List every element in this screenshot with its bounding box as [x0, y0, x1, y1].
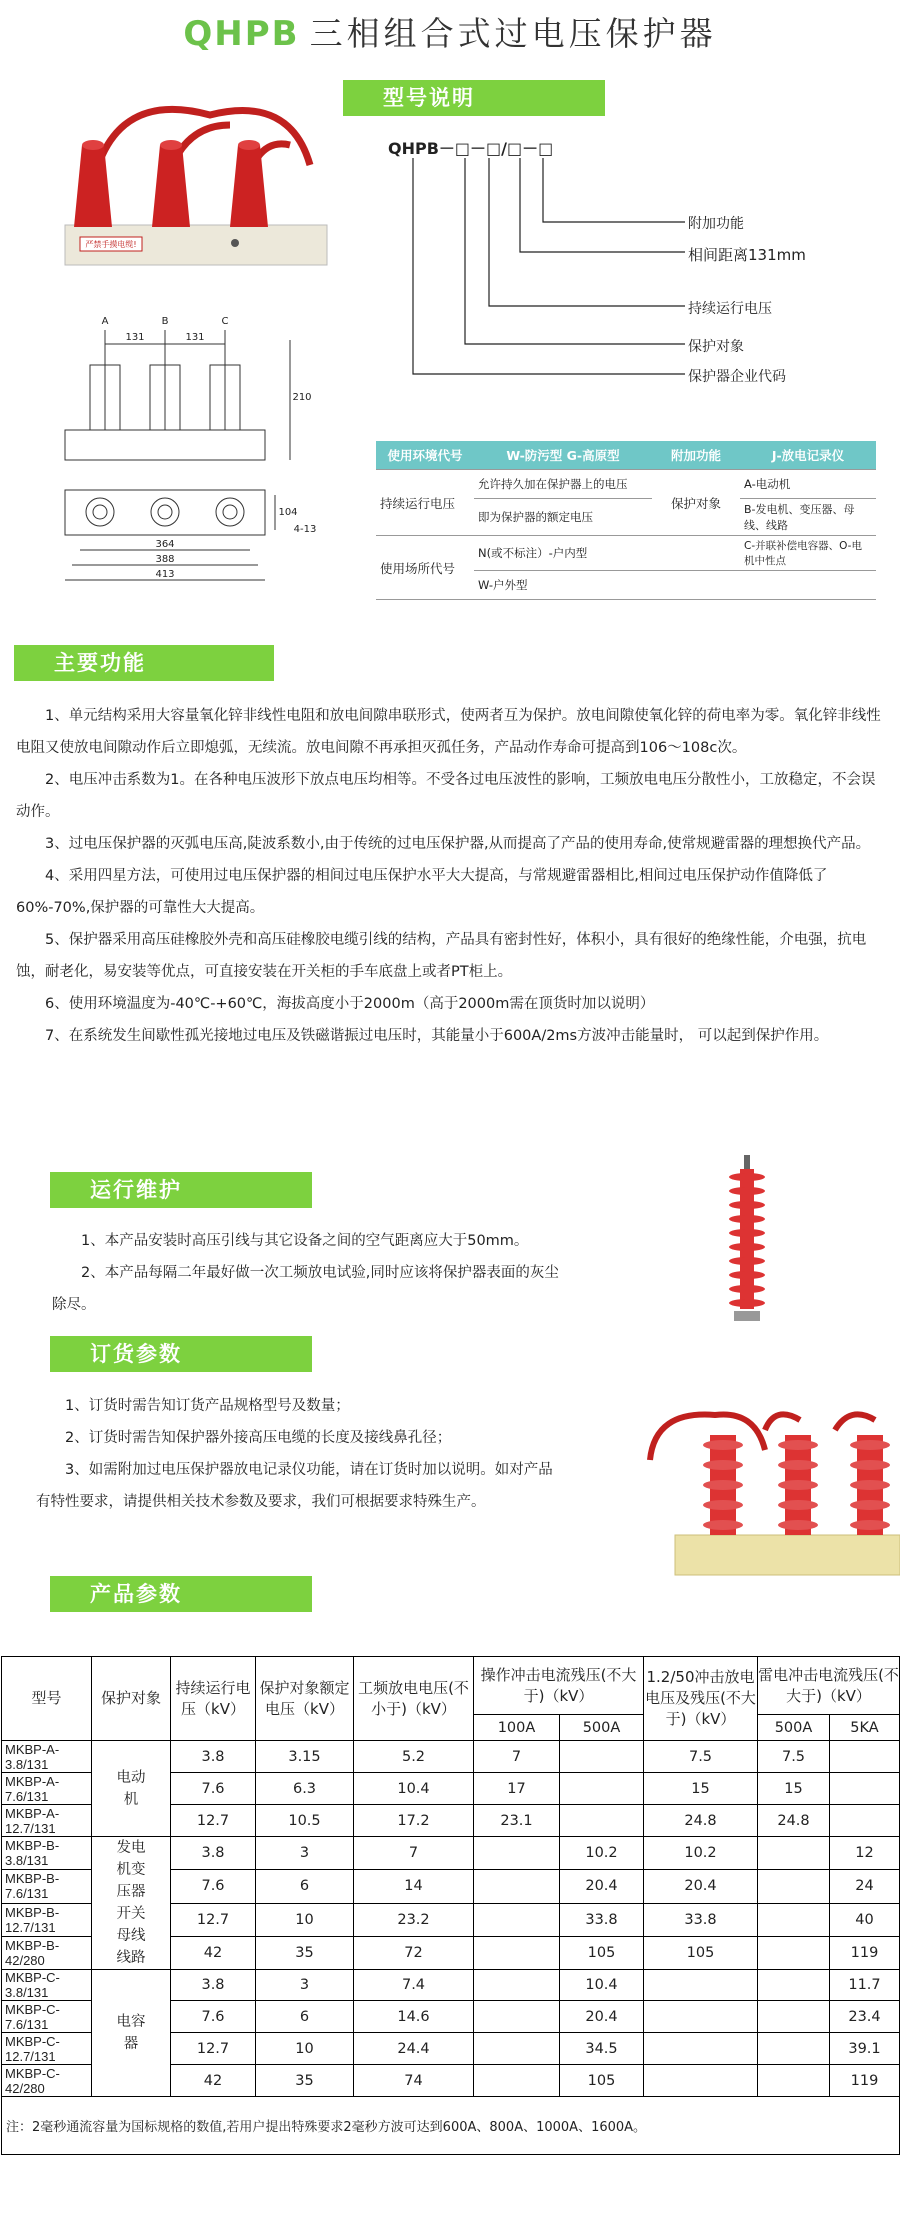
- cell-wave: 15: [644, 1773, 758, 1805]
- cell-rated: 35: [256, 1936, 354, 1969]
- cell-op500: [560, 1741, 644, 1773]
- cell-op100: [474, 2065, 560, 2097]
- model-line-2: 相间距离131mm: [688, 246, 806, 264]
- col-cont: 持续运行电压（kV）: [171, 1657, 256, 1741]
- cell-cont: 7.6: [171, 1870, 256, 1903]
- cell-op500: 10.2: [560, 1837, 644, 1870]
- cell-l500: [758, 1870, 830, 1903]
- function-item: 7、在系统发生间歇性孤光接地过电压及铁磁谐振过电压时，其能量小于600A/2ms方波冲击能量时， 可以起到保护作用。: [45, 1028, 829, 1044]
- spec-place-code: 使用场所代号: [376, 536, 474, 600]
- maintenance-heading: 运行维护: [50, 1172, 312, 1208]
- drawing-label-b: B: [161, 316, 169, 327]
- cell-rated: 6.3: [256, 1773, 354, 1805]
- col-light-5ka: 5KA: [830, 1715, 900, 1741]
- group-a-object: 电动机: [92, 1741, 171, 1837]
- col-rated: 保护对象额定电压（kV）: [256, 1657, 354, 1741]
- cell-model: MKBP-C-42/280: [2, 2065, 92, 2097]
- cell-wave: 33.8: [644, 1903, 758, 1936]
- dim-364: 364: [155, 539, 175, 550]
- cell-freq: 7: [354, 1837, 474, 1870]
- cell-cont: 3.8: [171, 1970, 256, 2001]
- dim-131-b: 131: [185, 332, 205, 343]
- model-connector-lines: [405, 158, 695, 388]
- function-item: 6、使用环境温度为-40℃-+60℃，海拔高度小于2000m（高于2000m需在顶货时加以说明）: [45, 996, 655, 1012]
- cell-op500: 105: [560, 1936, 644, 1969]
- cell-cont: 7.6: [171, 1773, 256, 1805]
- function-item: 4、采用四星方法，可使用过电压保护器的相间过电压保护水平大大提高，与常规避雷器相比,相间过电压保护动作值降低了60%-70%,保护器的可靠性大大提高。: [16, 868, 828, 916]
- group-c-object: 电容器: [92, 1970, 171, 2097]
- model-pattern: QHPB－□－□/□－□: [388, 139, 554, 158]
- product-photo-single: [712, 1155, 782, 1335]
- warning-label: 严禁手摸电缆!: [85, 240, 137, 249]
- cell-l5k: 24: [830, 1870, 900, 1903]
- spec-r1d: A-电动机: [740, 470, 876, 499]
- model-heading: 型号说明: [343, 80, 605, 116]
- spec-head-rec: J-放电记录仪: [740, 441, 876, 470]
- cell-l500: [758, 2001, 830, 2033]
- title-code: QHPB: [183, 14, 300, 54]
- cell-rated: 6: [256, 2001, 354, 2033]
- cell-cont: 3.8: [171, 1741, 256, 1773]
- model-line-1: 附加功能: [688, 216, 744, 232]
- cell-op100: [474, 1903, 560, 1936]
- spec-r2d: B-发电机、变压器、母线、线路: [740, 499, 876, 536]
- cell-l500: 24.8: [758, 1805, 830, 1837]
- params-table: [1, 1656, 900, 2155]
- title-text: 三相组合式过电压保护器: [309, 14, 717, 53]
- cell-model: MKBP-B-7.6/131: [2, 1870, 92, 1903]
- col-op: 操作冲击电流残压(不大于)（kV）: [474, 1657, 644, 1715]
- cell-freq: 24.4: [354, 2033, 474, 2065]
- cell-l5k: 39.1: [830, 2033, 900, 2065]
- cell-wave: [644, 1970, 758, 2001]
- cell-wave: [644, 2001, 758, 2033]
- cell-l5k: 119: [830, 2065, 900, 2097]
- model-line-5: 保护器企业代码: [688, 369, 786, 385]
- cell-op100: [474, 2033, 560, 2065]
- cell-rated: 3.15: [256, 1741, 354, 1773]
- cell-cont: 7.6: [171, 2001, 256, 2033]
- cell-freq: 7.4: [354, 1970, 474, 2001]
- cell-rated: 3: [256, 1970, 354, 2001]
- col-wave: 1.2/50冲击放电电压及残压(不大于)（kV）: [644, 1657, 758, 1741]
- ordering-item: 1、订货时需告知订货产品规格型号及数量；: [65, 1398, 350, 1414]
- group-b-object: 发电机变压器开关母线线路: [92, 1837, 171, 1970]
- cell-l500: [758, 1936, 830, 1969]
- col-model: 型号: [2, 1657, 92, 1741]
- dim-131-a: 131: [125, 332, 145, 343]
- col-object: 保护对象: [92, 1657, 171, 1741]
- cell-op100: [474, 2001, 560, 2033]
- cell-cont: 42: [171, 1936, 256, 1969]
- spec-r3d: C-并联补偿电容器、O-电机中性点: [740, 536, 876, 571]
- spec-head-func: 附加功能: [652, 441, 740, 470]
- cell-op500: 20.4: [560, 2001, 644, 2033]
- col-op-100a: 100A: [474, 1715, 560, 1741]
- cell-op500: 10.4: [560, 1970, 644, 2001]
- cell-model: MKBP-C-12.7/131: [2, 2033, 92, 2065]
- cell-freq: 17.2: [354, 1805, 474, 1837]
- drawing-label-c: C: [221, 316, 229, 327]
- cell-l5k: [830, 1805, 900, 1837]
- cell-cont: 3.8: [171, 1837, 256, 1870]
- cell-rated: 10.5: [256, 1805, 354, 1837]
- col-freq: 工频放电电压(不小于)（kV）: [354, 1657, 474, 1741]
- col-light: 雷电冲击电流残压(不大于)（kV）: [758, 1657, 900, 1715]
- cell-op500: 105: [560, 2065, 644, 2097]
- cell-op500: 33.8: [560, 1903, 644, 1936]
- maintenance-item: 1、本产品安装时高压引线与其它设备之间的空气距离应大于50mm。: [81, 1233, 529, 1249]
- cell-l500: 15: [758, 1773, 830, 1805]
- spec-table: [376, 441, 876, 600]
- cell-l5k: 23.4: [830, 2001, 900, 2033]
- table-row: [2, 1741, 900, 1773]
- cell-op100: [474, 1837, 560, 1870]
- technical-drawing: [50, 300, 350, 595]
- cell-l500: 7.5: [758, 1741, 830, 1773]
- model-line-4: 保护对象: [688, 339, 744, 355]
- spec-r1b: 允许持久加在保护器上的电压: [474, 470, 652, 499]
- dim-388: 388: [155, 554, 175, 565]
- cell-op500: [560, 1773, 644, 1805]
- dim-4-13: 4-13: [293, 524, 317, 535]
- cell-rated: 6: [256, 1870, 354, 1903]
- drawing-label-a: A: [101, 316, 109, 327]
- cell-freq: 72: [354, 1936, 474, 1969]
- spec-object: 保护对象: [652, 470, 740, 536]
- cell-wave: [644, 2033, 758, 2065]
- dim-413: 413: [155, 569, 175, 580]
- cell-model: MKBP-C-3.8/131: [2, 1970, 92, 2001]
- col-light-500a: 500A: [758, 1715, 830, 1741]
- params-heading: 产品参数: [50, 1576, 312, 1612]
- cell-model: MKBP-B-3.8/131: [2, 1837, 92, 1870]
- functions-heading: 主要功能: [14, 645, 274, 681]
- ordering-heading: 订货参数: [50, 1336, 312, 1372]
- cell-wave: 105: [644, 1936, 758, 1969]
- product-photo-main: [60, 85, 330, 275]
- cell-wave: 20.4: [644, 1870, 758, 1903]
- table-row: [2, 1837, 900, 1870]
- cell-l5k: 119: [830, 1936, 900, 1969]
- functions-text: [16, 700, 888, 1052]
- cell-l5k: [830, 1741, 900, 1773]
- ordering-text: [36, 1390, 556, 1518]
- cell-op100: [474, 1870, 560, 1903]
- spec-r2b: 即为保护器的额定电压: [474, 499, 652, 536]
- cell-freq: 23.2: [354, 1903, 474, 1936]
- cell-op500: 20.4: [560, 1870, 644, 1903]
- cell-wave: 24.8: [644, 1805, 758, 1837]
- cell-rated: 10: [256, 1903, 354, 1936]
- cell-cont: 42: [171, 2065, 256, 2097]
- cell-freq: 14: [354, 1870, 474, 1903]
- cell-model: MKBP-C-7.6/131: [2, 2001, 92, 2033]
- col-op-500a: 500A: [560, 1715, 644, 1741]
- maintenance-text: [52, 1225, 572, 1321]
- spec-r3b: N(或不标注）-户内型: [474, 536, 652, 571]
- cell-l5k: 11.7: [830, 1970, 900, 2001]
- cell-wave: [644, 2065, 758, 2097]
- cell-freq: 74: [354, 2065, 474, 2097]
- cell-cont: 12.7: [171, 1805, 256, 1837]
- cell-cont: 12.7: [171, 1903, 256, 1936]
- cell-model: MKBP-B-12.7/131: [2, 1903, 92, 1936]
- cell-l5k: [830, 1773, 900, 1805]
- cell-model: MKBP-A-12.7/131: [2, 1805, 92, 1837]
- dim-104: 104: [278, 507, 298, 518]
- table-row: [2, 1970, 900, 2001]
- params-note: 注：2毫秒通流容量为国标规格的数值,若用户提出特殊要求2毫秒方波可达到600A、800A、1000A、1600A。: [2, 2097, 900, 2155]
- cell-model: MKBP-A-7.6/131: [2, 1773, 92, 1805]
- function-item: 5、保护器采用高压硅橡胶外壳和高压硅橡胶电缆引线的结构，产品具有密封性好，体积小，具有很好的绝缘性能，介电强，抗电蚀，耐老化，易安装等优点，可直接安装在开关柜的手车底盘上或者PT柜上。: [16, 932, 867, 980]
- page-title: [0, 8, 900, 68]
- cell-model: MKBP-A-3.8/131: [2, 1741, 92, 1773]
- spec-cont-voltage: 持续运行电压: [376, 470, 474, 536]
- function-item: 2、电压冲击系数为1。在各种电压波形下放点电压均相等。不受各过电压波性的影响，工频放电电压分散性小，工放稳定，不会误动作。: [16, 772, 876, 820]
- product-photo-three: [625, 1390, 900, 1580]
- spec-head-env: 使用环境代号: [376, 441, 474, 470]
- cell-freq: 10.4: [354, 1773, 474, 1805]
- spec-r4b: W-户外型: [474, 571, 652, 600]
- cell-op100: 7: [474, 1741, 560, 1773]
- cell-cont: 12.7: [171, 2033, 256, 2065]
- spec-head-type: W-防污型 G-高原型: [474, 441, 652, 470]
- cell-l500: [758, 1837, 830, 1870]
- cell-wave: 10.2: [644, 1837, 758, 1870]
- cell-rated: 3: [256, 1837, 354, 1870]
- cell-l5k: 40: [830, 1903, 900, 1936]
- ordering-item: 3、如需附加过电压保护器放电记录仪功能，请在订货时加以说明。如对产品有特性要求，请提供相关技术参数及要求，我们可根据要求特殊生产。: [36, 1462, 553, 1510]
- cell-op100: 17: [474, 1773, 560, 1805]
- cell-op100: [474, 1970, 560, 2001]
- cell-op100: [474, 1936, 560, 1969]
- cell-rated: 35: [256, 2065, 354, 2097]
- cell-l500: [758, 1970, 830, 2001]
- cell-rated: 10: [256, 2033, 354, 2065]
- cell-op500: [560, 1805, 644, 1837]
- dim-210: 210: [292, 392, 312, 403]
- model-line-3: 持续运行电压: [688, 301, 772, 317]
- cell-l500: [758, 2065, 830, 2097]
- cell-freq: 14.6: [354, 2001, 474, 2033]
- function-item: 3、过电压保护器的灭弧电压高,陡波系数小,由于传统的过电压保护器,从而提高了产品的使用寿命,使常规避雷器的理想换代产品。: [45, 836, 871, 852]
- cell-l500: [758, 2033, 830, 2065]
- cell-freq: 5.2: [354, 1741, 474, 1773]
- cell-wave: 7.5: [644, 1741, 758, 1773]
- cell-op500: 34.5: [560, 2033, 644, 2065]
- cell-model: MKBP-B-42/280: [2, 1936, 92, 1969]
- maintenance-item: 2、本产品每隔二年最好做一次工频放电试验,同时应该将保护器表面的灰尘除尽。: [52, 1265, 559, 1313]
- ordering-item: 2、订货时需告知保护器外接高压电缆的长度及接线鼻孔径；: [65, 1430, 452, 1446]
- cell-l5k: 12: [830, 1837, 900, 1870]
- cell-l500: [758, 1903, 830, 1936]
- function-item: 1、单元结构采用大容量氧化锌非线性电阻和放电间隙串联形式，使两者互为保护。放电间隙使氧化锌的荷电率为零。氧化锌非线性电阻又使放电间隙动作后立即熄弧，无续流。放电间隙不再承担灭孤任务，产品动作寿命可提高到106～108c次。: [16, 708, 881, 756]
- cell-op100: 23.1: [474, 1805, 560, 1837]
